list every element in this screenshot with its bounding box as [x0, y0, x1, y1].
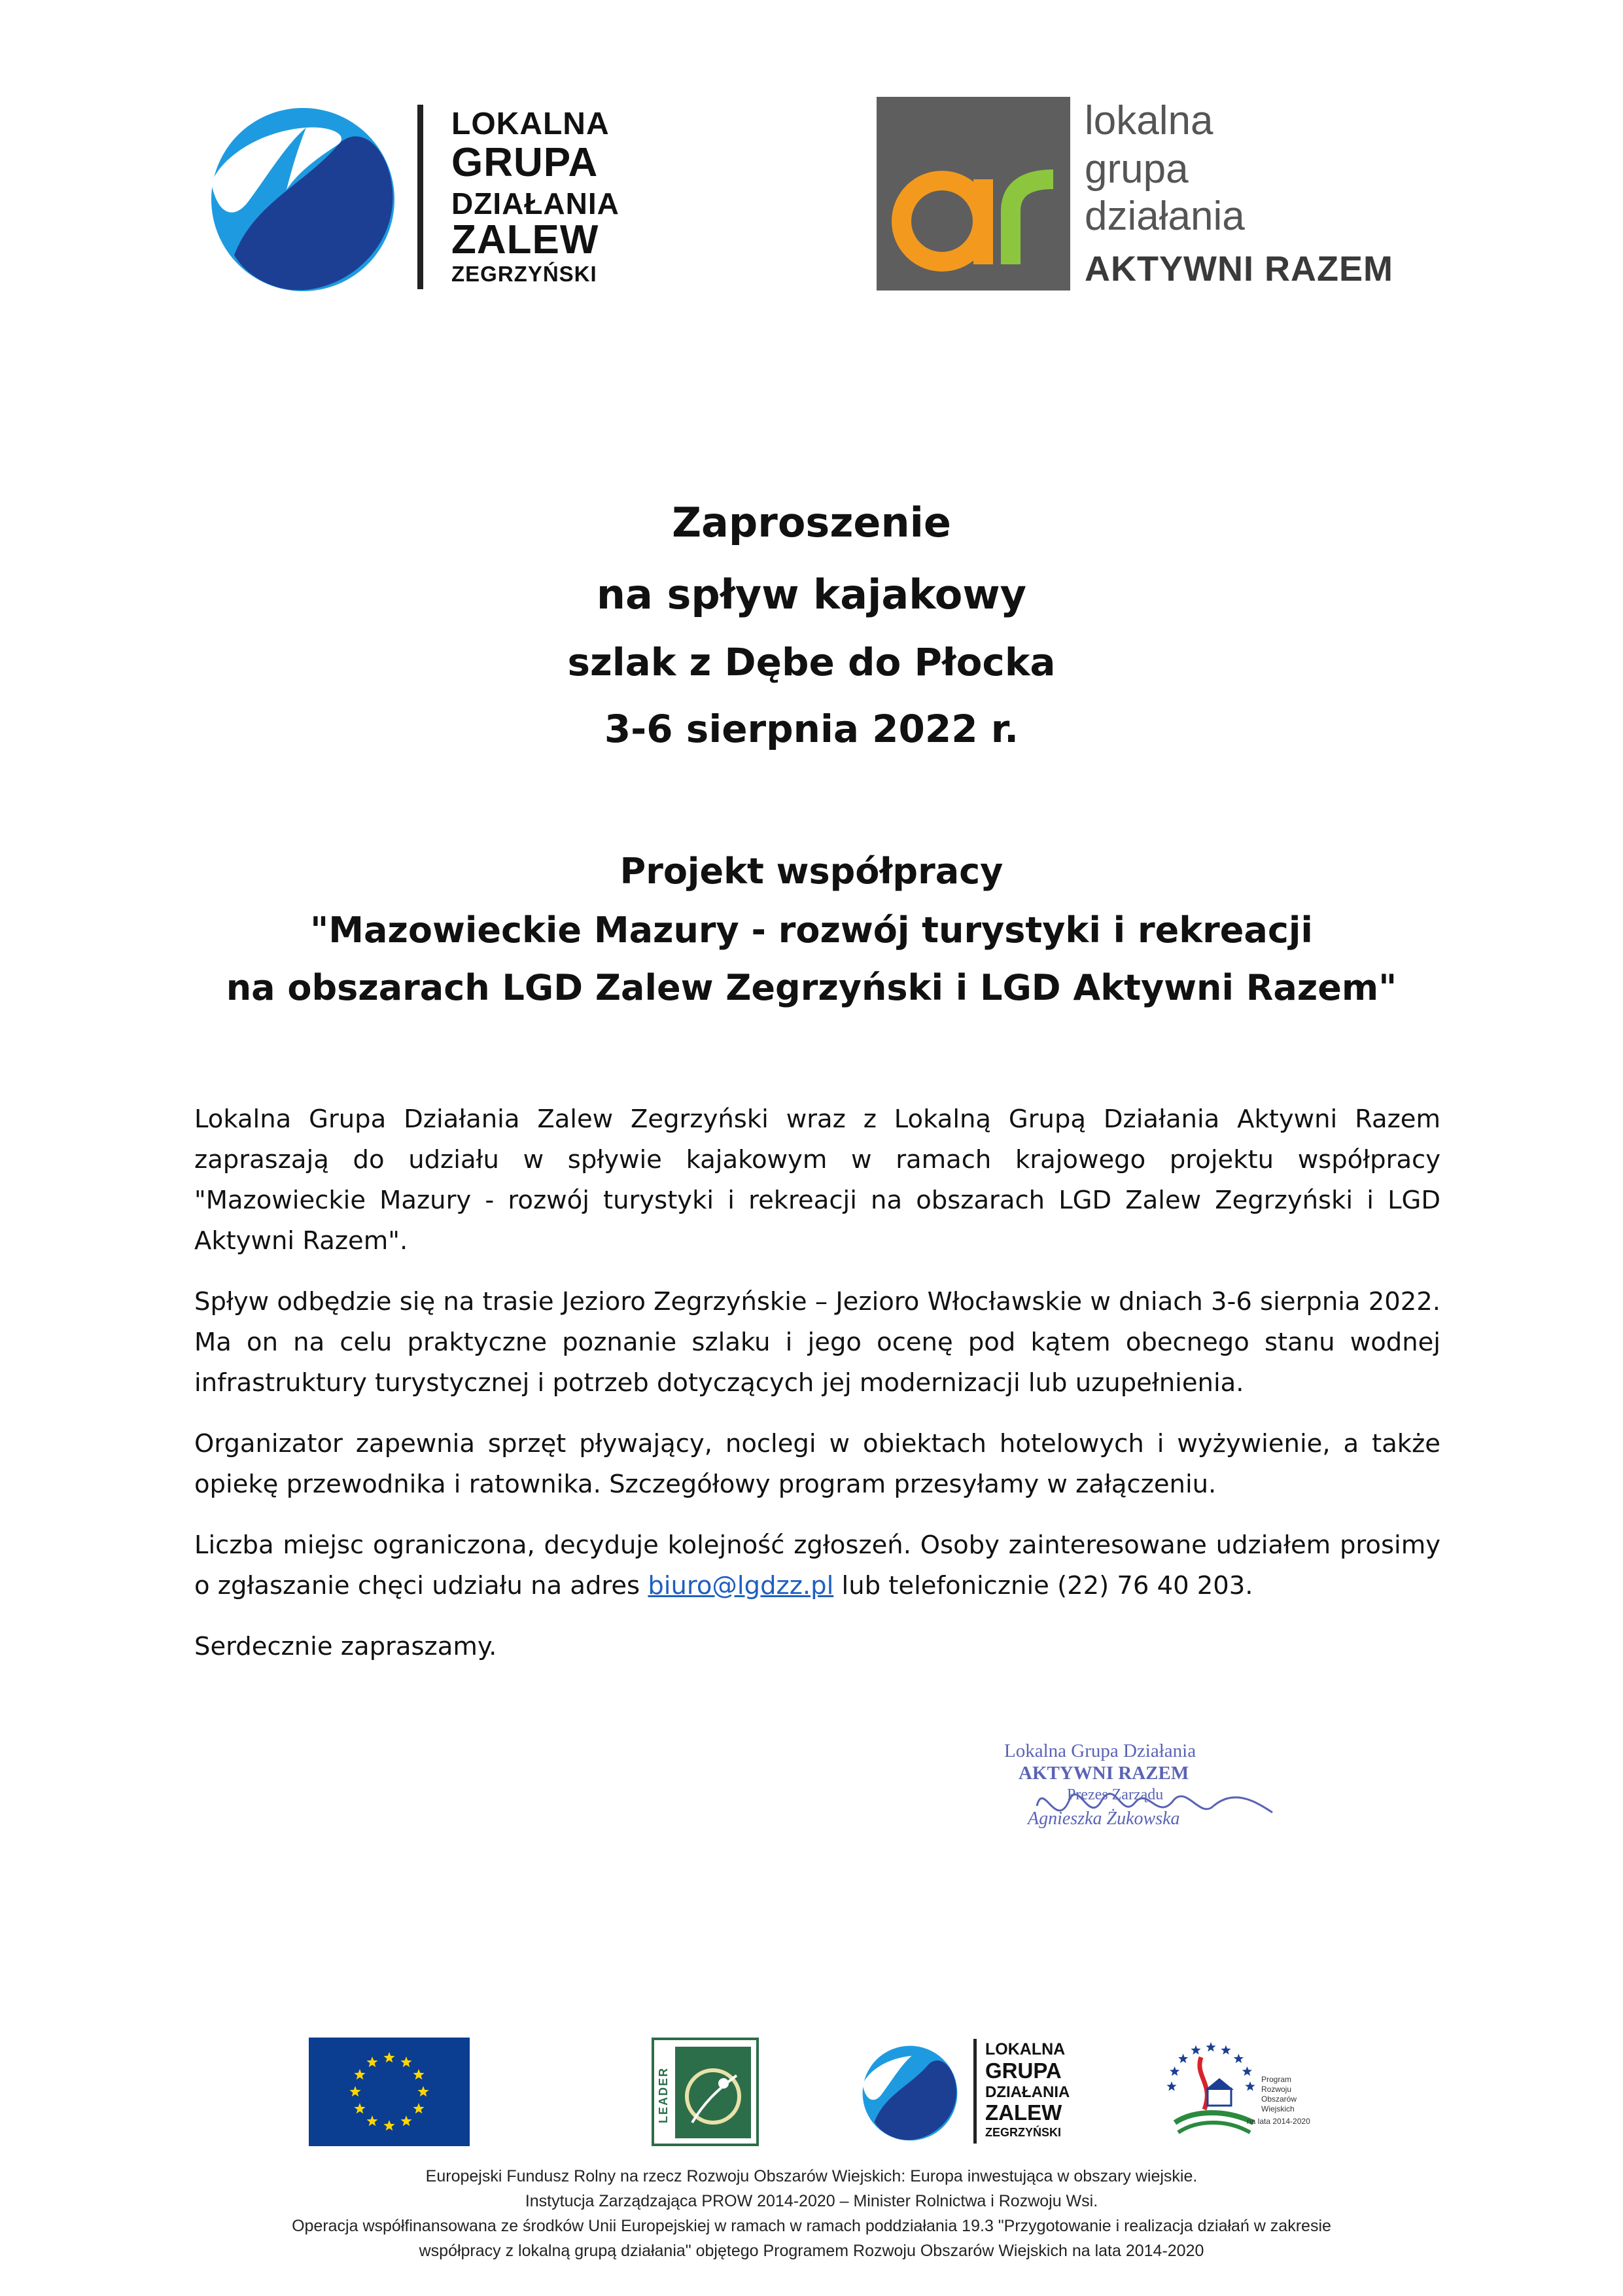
prow-star	[1242, 2066, 1252, 2076]
prow-star	[1170, 2066, 1179, 2076]
prow-text-3: Obszarów	[1261, 2094, 1297, 2104]
eu-star	[400, 2057, 411, 2067]
footer-logo-zalew	[861, 2039, 1083, 2147]
zalew-wave-icon	[208, 105, 398, 294]
eu-star	[413, 2103, 425, 2113]
eu-flag-icon	[309, 2038, 470, 2146]
footer-logo-divider	[973, 2039, 977, 2144]
logo-text-dzialania: DZIAŁANIA	[451, 186, 620, 221]
footer-logo-grupa: GRUPA	[985, 2058, 1062, 2083]
footer-line-4: współpracy z lokalną grupą działania" objętego Programem Rozwoju Obszarów Wiejskich na lata 2014-2020	[419, 2242, 1204, 2260]
prow-star	[1245, 2081, 1255, 2091]
project-heading: Projekt współpracy	[620, 851, 1003, 892]
invitation-title: Zaproszenie	[672, 499, 951, 546]
logo-lgd-zalew-zegrzynski	[208, 105, 620, 294]
prow-text-2: Rozwoju	[1261, 2085, 1292, 2094]
date-line: 3-6 sierpnia 2022 r.	[604, 707, 1019, 751]
logo-lgd-aktywni-razem	[877, 97, 1406, 293]
stamp-role: Prezes Zarządu	[1067, 1786, 1164, 1803]
logo-text-grupa: GRUPA	[451, 140, 599, 185]
prow-star	[1178, 2054, 1188, 2063]
stamp-name: AKTYWNI RAZEM	[1019, 1763, 1189, 1784]
prow-star	[1166, 2081, 1176, 2091]
eu-star	[400, 2115, 411, 2126]
invitation-subtitle: na spływ kajakowy	[596, 571, 1027, 618]
logo-text-zegrzynski: ZEGRZYŃSKI	[451, 262, 597, 286]
eu-star	[417, 2086, 428, 2096]
prow-text-4: Wiejskich	[1261, 2104, 1295, 2113]
logo-text-zalew: ZALEW	[451, 217, 599, 262]
footer-line-2: Instytucja Zarządzająca PROW 2014-2020 – Minister Rolnictwa i Rozwoju Wsi.	[525, 2192, 1098, 2210]
eu-star	[366, 2115, 377, 2126]
footer-logos	[0, 2028, 1623, 2153]
footer-logo-zalew-text: ZALEW	[985, 2100, 1062, 2125]
ar-mark	[877, 97, 1070, 291]
eu-star	[383, 2052, 394, 2062]
eu-star	[354, 2069, 365, 2079]
ar-text-grupa: grupa	[1085, 147, 1189, 192]
leader-label: LEADER	[657, 2067, 670, 2124]
ar-text-dzialania: działania	[1085, 194, 1245, 239]
paragraph-organizer: Organizator zapewnia sprzęt pływający, noclegi w obiektach hotelowych i wyżywienie, a także opiekę przewodnika i ratownika. Szczegółowy program przesyłamy w załączeniu.	[194, 1429, 1440, 1499]
ar-text-lokalna: lokalna	[1085, 98, 1213, 143]
paragraph-closing: Serdecznie zapraszamy.	[194, 1632, 497, 1661]
eu-star	[383, 2120, 394, 2130]
stamp-org: Lokalna Grupa Działania	[1004, 1740, 1196, 1761]
prow-text-5: na lata 2014-2020	[1247, 2117, 1310, 2126]
logo-text-lokalna: LOKALNA	[451, 107, 610, 141]
paragraph-registration	[194, 1525, 1440, 1606]
signature-stamp	[1004, 1740, 1279, 1858]
zalew-wave-small-icon	[861, 2044, 959, 2142]
footer-logo-zegrzynski: ZEGRZYŃSKI	[985, 2126, 1062, 2139]
stamp-person: Agnieszka Żukowska	[1028, 1809, 1180, 1829]
eu-stars-icon	[309, 2038, 470, 2146]
eu-star	[413, 2069, 425, 2079]
project-name-line1: "Mazowieckie Mazury - rozwój turystyki i rekreacji	[310, 910, 1313, 951]
registration-phone: lub telefonicznie (22) 76 40 203.	[833, 1571, 1253, 1600]
ar-letters-icon	[877, 97, 1070, 291]
letter-body	[194, 1099, 1440, 1687]
signature-scribble	[1017, 1760, 1279, 1845]
project-name-line2: na obszarach LGD Zalew Zegrzyński i LGD Aktywni Razem"	[226, 967, 1397, 1008]
footer-line-1: Europejski Fundusz Rolny na rzecz Rozwoju Obszarów Wiejskich: Europa inwestująca w obszary wiejskie.	[425, 2167, 1198, 2185]
prow-emblem-icon	[1162, 2038, 1260, 2146]
eu-star	[366, 2057, 377, 2067]
eu-star	[354, 2103, 365, 2113]
eu-star	[349, 2086, 360, 2096]
prow-star	[1221, 2045, 1230, 2055]
prow-text-1: Program	[1261, 2075, 1292, 2084]
paragraph-route: Spływ odbędzie się na trasie Jezioro Zegrzyńskie – Jezioro Włocławskie w dniach 3-6 sierpnia 2022. Ma on na celu praktyczne poznanie szlaku i jego ocenę pod kątem obecnego stanu wodnej infrastruktury turystycznej i potrzeb dotyczących jej modernizacji lub uzupełnienia.	[194, 1287, 1440, 1398]
footer-logo-lokalna: LOKALNA	[985, 2040, 1066, 2058]
footer-logo-dzialania: DZIAŁANIA	[985, 2083, 1070, 2101]
logo-divider	[417, 105, 423, 289]
leader-logo	[652, 2038, 759, 2146]
prow-star	[1206, 2042, 1215, 2052]
registration-text: Liczba miejsc ograniczona, decyduje kolejność zgłoszeń. Osoby zainteresowane udziałem prosimy o zgłaszanie chęci udziału na adres	[194, 1530, 1440, 1600]
prow-logo	[1162, 2038, 1332, 2146]
email-link[interactable]: biuro@lgdzz.pl	[648, 1571, 834, 1600]
footer-line-3: Operacja współfinansowana ze środków Unii Europejskiej w ramach w ramach poddziałania 19.3 "Przygotowanie i realizacja działań w zakresie	[292, 2217, 1331, 2235]
prow-star	[1191, 2045, 1200, 2055]
paragraph-intro: Lokalna Grupa Działania Zalew Zegrzyński wraz z Lokalną Grupą Działania Aktywni Razem zapraszają do udziału w spływie kajakowym w ramach krajowego projektu współpracy "Mazowieckie Mazury - rozwój turystyki i rekreacji na obszarach LGD Zalew Zegrzyński i LGD Aktywni Razem".	[194, 1104, 1440, 1256]
ar-text-aktywni-razem: AKTYWNI RAZEM	[1085, 249, 1393, 289]
route-line: szlak z Dębe do Płocka	[567, 640, 1056, 684]
prow-star	[1234, 2054, 1244, 2063]
